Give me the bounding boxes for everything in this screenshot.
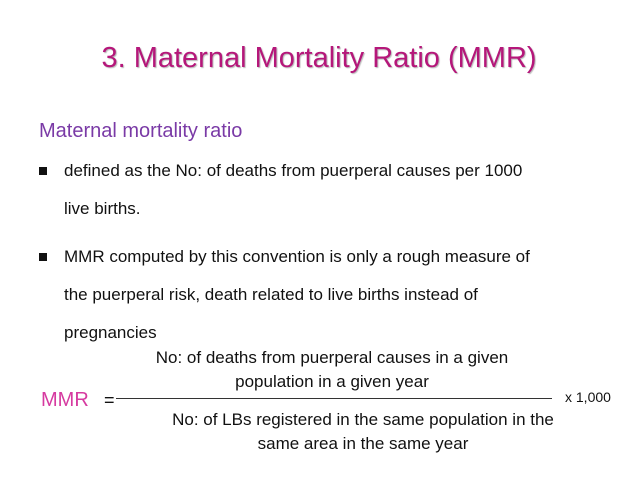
- bullet-line: defined as the No: of deaths from puerperal causes per 1000: [64, 161, 523, 180]
- formula-multiplier: x 1,000: [565, 389, 611, 405]
- formula-numerator: [112, 346, 552, 394]
- square-bullet-icon: [39, 167, 47, 175]
- formula-equals-sign: =: [104, 390, 115, 410]
- bullet-item-definition: [39, 152, 599, 232]
- fraction-bar: [116, 398, 552, 399]
- bullet-text: [64, 152, 522, 228]
- bullet-line: pregnancies: [64, 323, 157, 342]
- bullet-text: [64, 238, 530, 352]
- bullet-line: MMR computed by this convention is only a rough measure of: [64, 247, 530, 266]
- square-bullet-icon: [39, 253, 47, 261]
- numerator-line: No: of deaths from puerperal causes in a given: [155, 348, 509, 367]
- denominator-line: same area in the same year: [257, 434, 469, 453]
- denominator-line: No: of LBs registered in the same population in the: [172, 410, 554, 429]
- bullet-line: the puerperal risk, death related to live births instead of: [64, 285, 478, 304]
- formula-denominator: [128, 408, 598, 456]
- section-subheading: Maternal mortality ratio: [39, 120, 243, 142]
- slide-title: 3. Maternal Mortality Ratio (MMR): [101, 42, 537, 74]
- formula-label: MMR: [41, 389, 89, 411]
- bullet-line: live births.: [64, 199, 141, 218]
- numerator-line: population in a given year: [235, 372, 429, 391]
- bullet-item-convention: [39, 238, 619, 358]
